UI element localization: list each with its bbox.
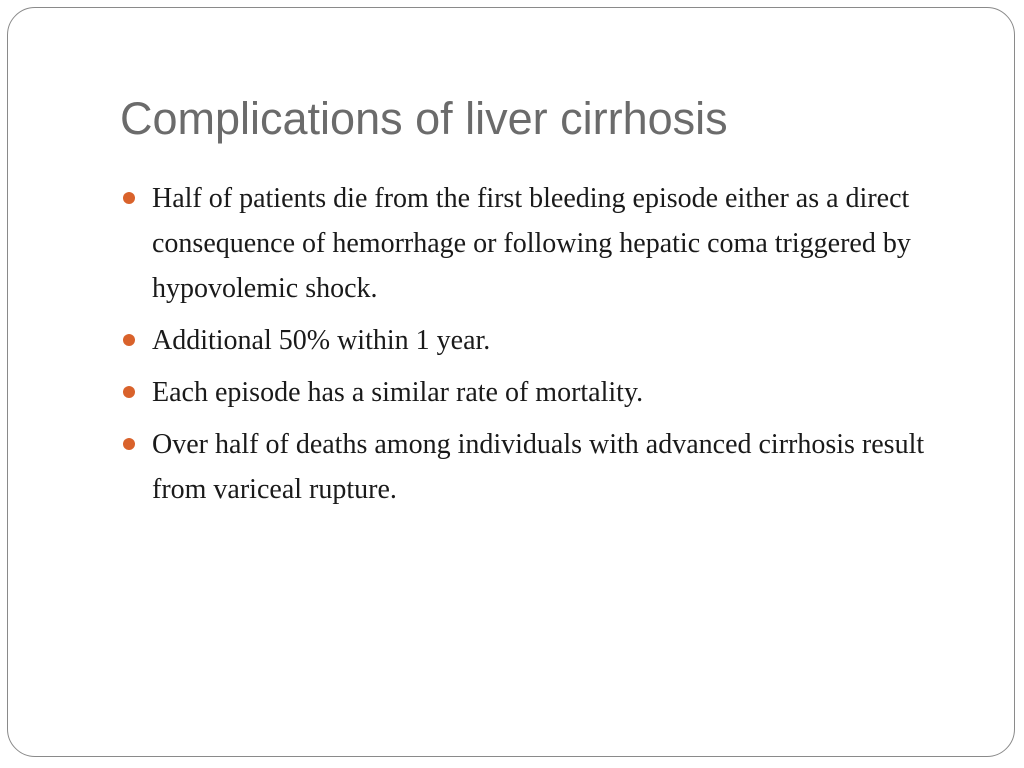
bullet-dot-icon (123, 334, 135, 346)
bullet-item (123, 370, 983, 415)
slide (7, 7, 1015, 757)
bullet-dot-icon (123, 192, 135, 204)
bullet-text: Each episode has a similar rate of mortality. (152, 377, 644, 408)
bullet-item (123, 176, 983, 311)
slide-title: Complications of liver cirrhosis (120, 93, 728, 144)
bullet-text: Half of patients die from the first bleeding episode either as a direct consequence of hemorrhage or following hepatic coma triggered by hypovolemic shock. (152, 183, 911, 304)
bullet-text: Over half of deaths among individuals with advanced cirrhosis result from variceal rupture. (152, 429, 925, 505)
bullet-dot-icon (123, 438, 135, 450)
bullet-item (123, 422, 983, 512)
bullet-dot-icon (123, 386, 135, 398)
bullet-text: Additional 50% within 1 year. (152, 325, 491, 356)
bullet-item (123, 318, 983, 363)
bullet-list (123, 176, 983, 519)
